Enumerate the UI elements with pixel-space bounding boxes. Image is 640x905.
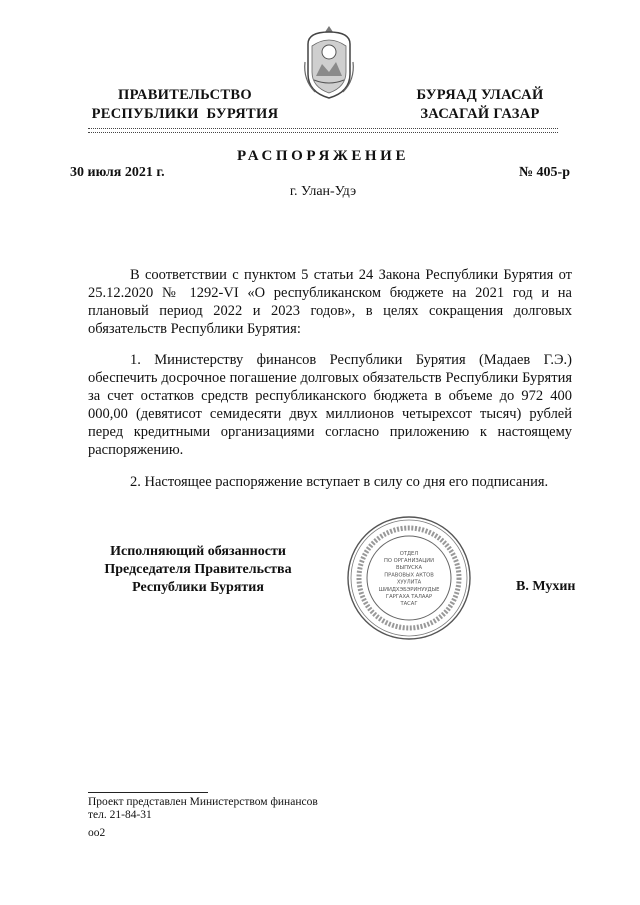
footnote-phone: тел. 21-84-31 xyxy=(88,809,152,821)
government-name-russian xyxy=(70,86,300,124)
stamp-line: ПО ОРГАНИЗАЦИИ xyxy=(383,558,435,564)
document-number: № 405-р xyxy=(518,165,570,180)
stamp-line: ПРАВОВЫХ АКТОВ xyxy=(384,572,434,579)
signatory-line1: Исполняющий обязанности xyxy=(110,544,286,559)
header-right-line2: ЗАСАГАЙ ГАЗАР xyxy=(420,106,540,122)
header-left-line1: ПРАВИТЕЛЬСТВО xyxy=(118,87,252,103)
stamp-line: ГАРГАХА ТАЛААР xyxy=(385,594,433,600)
header-divider-bottom xyxy=(88,132,558,133)
paragraph-item-2: 2. Настоящее распоряжение вступает в силу со дня его подписания. xyxy=(130,474,549,490)
paragraph-item-1: 1. Министерству финансов Республики Бурятия (Мадаев Г.Э.) обеспечить досрочное погашение долговых обязательств Республики Бурятия за счет остатков средств республиканского бюджета в объеме до 972 400 000,00 (девятисот семидесяти двух миллионов четырехсот тысяч) рублей перед кредитными организациями согласно приложению к настоящему распоряжению. xyxy=(88,352,572,458)
document-title: РАСПОРЯЖЕНИЕ xyxy=(236,148,410,164)
paragraph-preamble: В соответствии с пунктом 5 статьи 24 Закона Республики Бурятия от 25.12.2020 № 1292-VI «О республиканском бюджете на 2021 год и на плановый период 2022 и 2023 годов», в целях сокращения долговых обязательств Республики Бурятия: xyxy=(88,267,572,337)
document-city: г. Улан-Удэ xyxy=(289,184,357,199)
header-right-line1: БУРЯАД УЛАСАЙ xyxy=(416,87,544,103)
official-stamp xyxy=(346,515,472,641)
document-code: оо2 xyxy=(88,827,106,839)
signatory-line3: Республики Бурятия xyxy=(132,580,264,595)
coat-of-arms-icon xyxy=(302,22,356,102)
header-left-line2: РЕСПУБЛИКИ БУРЯТИЯ xyxy=(91,106,279,122)
signatory-title xyxy=(78,543,318,597)
signatory-line2: Председателя Правительства xyxy=(104,562,292,577)
stamp-line: ШИИДХЭБЭРИНУУДЫЕ xyxy=(378,586,440,593)
header-divider-top xyxy=(88,128,558,129)
stamp-line: ОТДЕЛ xyxy=(399,550,419,557)
document-date: 30 июля 2021 г. xyxy=(70,165,165,180)
stamp-line: ВЫПУСКА xyxy=(395,565,423,572)
signatory-name: В. Мухин xyxy=(516,579,576,594)
stamp-line: ХУУЛИТА xyxy=(396,579,422,586)
footnote-divider xyxy=(88,792,208,793)
stamp-line: ТАСАГ xyxy=(400,601,418,608)
footnote-author: Проект представлен Министерством финансов xyxy=(88,796,318,808)
government-name-buryat xyxy=(380,86,580,124)
